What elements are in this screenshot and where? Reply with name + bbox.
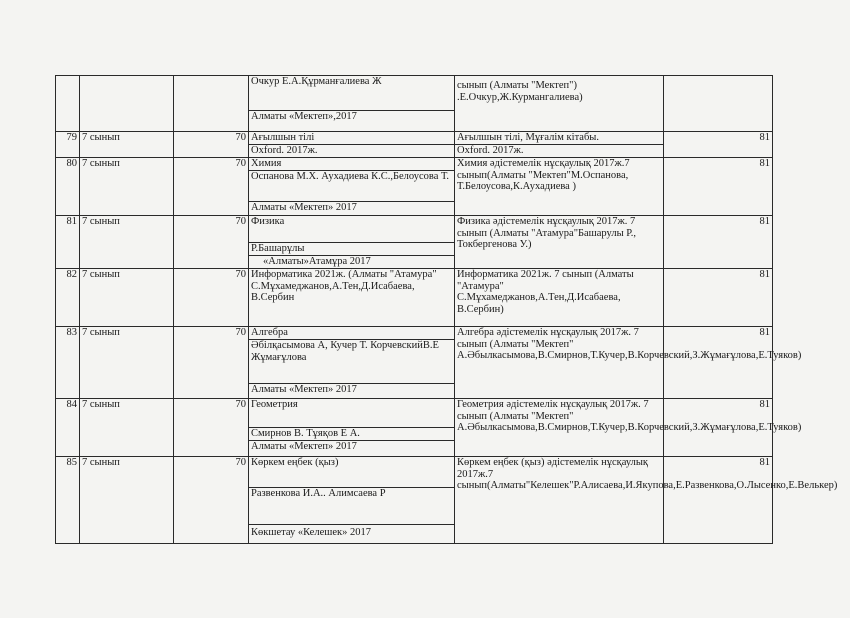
- row-count: 81: [664, 132, 773, 158]
- textbook-table: [55, 75, 838, 544]
- row-grade: 7 сынып: [80, 269, 174, 327]
- row-count: 81: [664, 399, 773, 457]
- row-number: 85: [56, 457, 80, 544]
- book-authors: Р.Башарұлы: [249, 243, 454, 256]
- row-hours: 70: [174, 132, 249, 158]
- guide-text: Информатика 2021ж. 7 сынып (Алматы "Атамура" С.Мұхамеджанов,А.Тен,Д.Исабаева, В.Сербин): [455, 269, 664, 327]
- guide-text: Геометрия әдістемелік нұсқаулық 2017ж. 7 сынып (Алматы "Мектеп" А.Әбылкасымова,В.Смирнов,Т.Кучер,В.Корчевский,З.Жұмағұлова,Е.Туяков): [455, 399, 664, 457]
- book-publisher: Oxford. 2017ж.: [251, 145, 318, 156]
- row-count: 81: [664, 269, 773, 327]
- book-publisher: Алматы «Мектеп» 2017: [251, 441, 357, 452]
- row-count: 81: [664, 158, 773, 216]
- row-hours: 70: [174, 457, 249, 544]
- table-row: [56, 457, 773, 544]
- row-number: 80: [56, 158, 80, 216]
- row-grade: 7 сынып: [80, 399, 174, 457]
- row-grade: 7 сынып: [80, 327, 174, 399]
- row-number: 84: [56, 399, 80, 457]
- row-grade: 7 сынып: [80, 158, 174, 216]
- row-number: 79: [56, 132, 80, 158]
- book-authors: Оспанова М.Х. Аухадиева К.С.,Белоусова Т.: [249, 171, 454, 202]
- book-authors: Смирнов В. Тұяқов Е А.: [249, 428, 454, 441]
- row-number: 82: [56, 269, 80, 327]
- row-grade: 7 сынып: [80, 216, 174, 269]
- table-row: [56, 76, 773, 132]
- guide-text: сынып (Алматы "Мектеп") .Е.Очкур,Ж.Курмангалиева): [455, 76, 664, 132]
- row-hours: [174, 76, 249, 132]
- row-hours: 70: [174, 269, 249, 327]
- book-publisher: Алматы «Мектеп» 2017: [251, 202, 357, 213]
- row-count: 81: [664, 216, 773, 269]
- guide-publisher: Oxford. 2017ж.: [457, 145, 524, 156]
- book-publisher: Көкшетау «Келешек» 2017: [251, 527, 371, 538]
- book-authors: Развенкова И.А.. Алимсаева Р: [249, 488, 454, 525]
- row-grade: 7 сынып: [80, 457, 174, 544]
- table-row: [56, 327, 773, 399]
- table-row: [56, 269, 773, 327]
- table-row: [56, 158, 773, 216]
- book-authors: Әбілқасымова А, Кучер Т. КорчевскийВ.Е Жұмағұлова: [249, 340, 454, 384]
- row-hours: 70: [174, 216, 249, 269]
- book-title: Очкур Е.А.Құрманғалиева Ж: [249, 76, 454, 111]
- book-title: Химия: [249, 158, 454, 171]
- book-publisher: «Алматы»Атамұра 2017: [263, 256, 371, 267]
- book-title: Ағылшын тілі: [249, 132, 454, 145]
- guide-title: Ағылшын тілі, Мұғалім кітабы.: [455, 132, 663, 145]
- row-number: [56, 76, 80, 132]
- row-count: 81: [664, 457, 773, 544]
- table-row: [56, 216, 773, 269]
- row-count: 81: [664, 327, 773, 399]
- row-grade: [80, 76, 174, 132]
- book-title: Физика: [249, 216, 454, 243]
- guide-text: Алгебра әдістемелік нұсқаулық 2017ж. 7 сынып (Алматы "Мектеп" А.Әбылкасымова,В.Смирнов,Т.Кучер,В.Корчевский,З.Жұмағұлова,Е.Туяков): [455, 327, 664, 399]
- table-row: [56, 132, 773, 158]
- guide-text: Көркем еңбек (қыз) әдістемелік нұсқаулық 2017ж.7 сынып(Алматы"Келешек"Р.Алисаева,И.Якупова,Е.Развенкова,О.Лысенко,Е.Велькер): [455, 457, 664, 544]
- row-number: 81: [56, 216, 80, 269]
- row-count: [664, 76, 773, 132]
- row-hours: 70: [174, 399, 249, 457]
- book-title: Геометрия: [249, 399, 454, 428]
- book-title: Көркем еңбек (қыз): [249, 457, 454, 488]
- book-title: Алгебра: [249, 327, 454, 340]
- guide-text: Химия әдістемелік нұсқаулық 2017ж.7 сынып(Алматы "Мектеп"М.Оспанова, Т.Белоусова,К.Аухадиева ): [455, 158, 664, 216]
- book-publisher: Алматы «Мектеп»,2017: [251, 111, 357, 122]
- row-hours: 70: [174, 158, 249, 216]
- row-number: 83: [56, 327, 80, 399]
- row-hours: 70: [174, 327, 249, 399]
- book-text: Информатика 2021ж. (Алматы "Атамура" С.Мұхамеджанов,А.Тен,Д.Исабаева, В.Сербин: [249, 269, 455, 327]
- table-row: [56, 399, 773, 457]
- guide-text: Физика әдістемелік нұсқаулық 2017ж. 7 сынып (Алматы "Атамура"Башарулы Р., Токбергенова У.): [455, 216, 664, 269]
- book-publisher: Алматы «Мектеп» 2017: [251, 384, 357, 395]
- row-grade: 7 сынып: [80, 132, 174, 158]
